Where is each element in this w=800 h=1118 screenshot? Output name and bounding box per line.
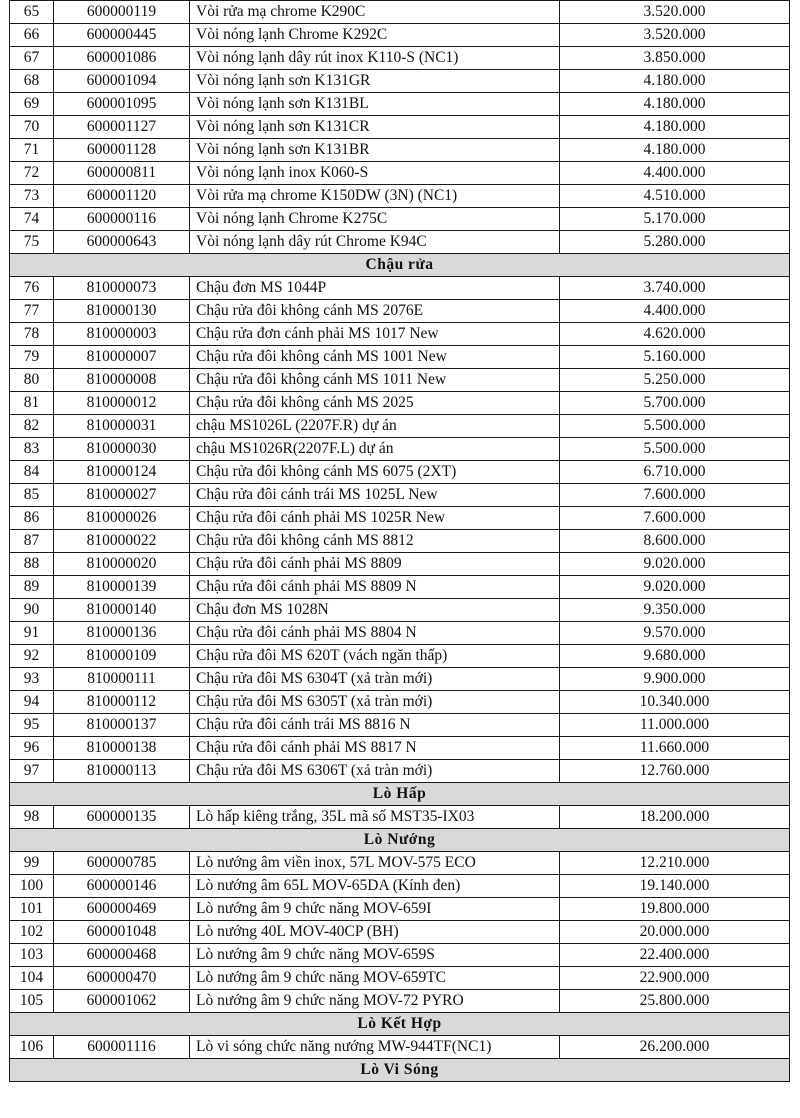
product-price: 19.800.000 bbox=[560, 898, 790, 921]
product-price: 4.180.000 bbox=[560, 116, 790, 139]
product-code: 600000116 bbox=[54, 208, 190, 231]
product-name: Lò vi sóng chức năng nướng MW-944TF(NC1) bbox=[190, 1036, 560, 1059]
product-name: Lò nướng 40L MOV-40CP (BH) bbox=[190, 921, 560, 944]
table-row bbox=[10, 277, 790, 300]
product-code: 810000073 bbox=[54, 277, 190, 300]
product-price: 5.280.000 bbox=[560, 231, 790, 254]
product-code: 810000113 bbox=[54, 760, 190, 783]
product-code: 600000469 bbox=[54, 898, 190, 921]
row-number: 80 bbox=[10, 369, 54, 392]
product-name: Chậu rửa đôi không cánh MS 1011 New bbox=[190, 369, 560, 392]
product-name: Chậu rửa đơn cánh phải MS 1017 New bbox=[190, 323, 560, 346]
row-number: 72 bbox=[10, 162, 54, 185]
product-name: Vòi rửa mạ chrome K290C bbox=[190, 1, 560, 24]
product-code: 600000445 bbox=[54, 24, 190, 47]
row-number: 84 bbox=[10, 461, 54, 484]
product-name: Vòi nóng lạnh dây rút inox K110-S (NC1) bbox=[190, 47, 560, 70]
product-code: 600001127 bbox=[54, 116, 190, 139]
row-number: 106 bbox=[10, 1036, 54, 1059]
row-number: 76 bbox=[10, 277, 54, 300]
product-name: Chậu rửa đôi cánh trái MS 8816 N bbox=[190, 714, 560, 737]
product-code: 810000012 bbox=[54, 392, 190, 415]
product-name: Vòi nóng lạnh sơn K131BL bbox=[190, 93, 560, 116]
table-row bbox=[10, 1, 790, 24]
table-row bbox=[10, 346, 790, 369]
row-number: 86 bbox=[10, 507, 54, 530]
product-price: 4.400.000 bbox=[560, 300, 790, 323]
table-row bbox=[10, 1036, 790, 1059]
product-price: 4.180.000 bbox=[560, 93, 790, 116]
product-code: 810000022 bbox=[54, 530, 190, 553]
product-price: 5.170.000 bbox=[560, 208, 790, 231]
row-number: 66 bbox=[10, 24, 54, 47]
product-name: Chậu đơn MS 1028N bbox=[190, 599, 560, 622]
row-number: 82 bbox=[10, 415, 54, 438]
product-price: 6.710.000 bbox=[560, 461, 790, 484]
product-price: 4.510.000 bbox=[560, 185, 790, 208]
row-number: 67 bbox=[10, 47, 54, 70]
table-row bbox=[10, 760, 790, 783]
product-code: 600000811 bbox=[54, 162, 190, 185]
product-name: Lò nướng âm 9 chức năng MOV-659S bbox=[190, 944, 560, 967]
product-code: 600001048 bbox=[54, 921, 190, 944]
row-number: 83 bbox=[10, 438, 54, 461]
row-number: 91 bbox=[10, 622, 54, 645]
product-price: 4.180.000 bbox=[560, 139, 790, 162]
table-row bbox=[10, 47, 790, 70]
section-title: Lò Vi Sóng bbox=[10, 1059, 790, 1082]
table-row bbox=[10, 93, 790, 116]
row-number: 69 bbox=[10, 93, 54, 116]
product-name: Lò nướng âm 9 chức năng MOV-659TC bbox=[190, 967, 560, 990]
product-name: Vòi nóng lạnh dây rút Chrome K94C bbox=[190, 231, 560, 254]
row-number: 85 bbox=[10, 484, 54, 507]
section-title: Chậu rửa bbox=[10, 254, 790, 277]
product-code: 810000109 bbox=[54, 645, 190, 668]
product-code: 810000020 bbox=[54, 553, 190, 576]
row-number: 93 bbox=[10, 668, 54, 691]
table-row bbox=[10, 599, 790, 622]
product-price: 3.850.000 bbox=[560, 47, 790, 70]
row-number: 74 bbox=[10, 208, 54, 231]
table-row bbox=[10, 530, 790, 553]
product-price: 11.000.000 bbox=[560, 714, 790, 737]
table-row bbox=[10, 185, 790, 208]
product-code: 810000140 bbox=[54, 599, 190, 622]
product-price: 20.000.000 bbox=[560, 921, 790, 944]
section-header-row bbox=[10, 1013, 790, 1036]
row-number: 101 bbox=[10, 898, 54, 921]
product-price: 26.200.000 bbox=[560, 1036, 790, 1059]
row-number: 103 bbox=[10, 944, 54, 967]
product-price: 9.020.000 bbox=[560, 576, 790, 599]
table-row bbox=[10, 369, 790, 392]
table-row bbox=[10, 875, 790, 898]
section-header-row bbox=[10, 254, 790, 277]
row-number: 75 bbox=[10, 231, 54, 254]
row-number: 104 bbox=[10, 967, 54, 990]
product-price: 7.600.000 bbox=[560, 484, 790, 507]
row-number: 94 bbox=[10, 691, 54, 714]
table-row bbox=[10, 990, 790, 1013]
row-number: 88 bbox=[10, 553, 54, 576]
section-title: Lò Kết Hợp bbox=[10, 1013, 790, 1036]
row-number: 102 bbox=[10, 921, 54, 944]
product-code: 600001086 bbox=[54, 47, 190, 70]
product-name: Vòi nóng lạnh inox K060-S bbox=[190, 162, 560, 185]
product-price: 3.740.000 bbox=[560, 277, 790, 300]
product-code: 810000030 bbox=[54, 438, 190, 461]
product-name: Chậu rửa đôi cánh phải MS 8809 bbox=[190, 553, 560, 576]
row-number: 100 bbox=[10, 875, 54, 898]
product-price: 9.900.000 bbox=[560, 668, 790, 691]
table-row bbox=[10, 415, 790, 438]
product-name: Chậu rửa đôi cánh phải MS 8817 N bbox=[190, 737, 560, 760]
table-row bbox=[10, 622, 790, 645]
product-code: 600001128 bbox=[54, 139, 190, 162]
product-code: 810000008 bbox=[54, 369, 190, 392]
product-price: 9.680.000 bbox=[560, 645, 790, 668]
row-number: 89 bbox=[10, 576, 54, 599]
product-code: 600001116 bbox=[54, 1036, 190, 1059]
row-number: 97 bbox=[10, 760, 54, 783]
row-number: 87 bbox=[10, 530, 54, 553]
product-name: Vòi rửa mạ chrome K150DW (3N) (NC1) bbox=[190, 185, 560, 208]
product-name: Chậu rửa đôi không cánh MS 6075 (2XT) bbox=[190, 461, 560, 484]
product-name: chậu MS1026R(2207F.L) dự án bbox=[190, 438, 560, 461]
product-price: 18.200.000 bbox=[560, 806, 790, 829]
section-header-row bbox=[10, 783, 790, 806]
product-code: 600001120 bbox=[54, 185, 190, 208]
product-price: 5.500.000 bbox=[560, 438, 790, 461]
product-name: Vòi nóng lạnh sơn K131GR bbox=[190, 70, 560, 93]
product-code: 810000007 bbox=[54, 346, 190, 369]
row-number: 78 bbox=[10, 323, 54, 346]
row-number: 99 bbox=[10, 852, 54, 875]
row-number: 90 bbox=[10, 599, 54, 622]
table-row bbox=[10, 70, 790, 93]
row-number: 79 bbox=[10, 346, 54, 369]
product-name: Vòi nóng lạnh Chrome K292C bbox=[190, 24, 560, 47]
product-code: 600000146 bbox=[54, 875, 190, 898]
product-code: 600000785 bbox=[54, 852, 190, 875]
product-price: 22.400.000 bbox=[560, 944, 790, 967]
product-name: Chậu rửa đôi không cánh MS 8812 bbox=[190, 530, 560, 553]
product-code: 810000139 bbox=[54, 576, 190, 599]
product-price: 12.760.000 bbox=[560, 760, 790, 783]
table-row bbox=[10, 162, 790, 185]
product-price: 11.660.000 bbox=[560, 737, 790, 760]
row-number: 92 bbox=[10, 645, 54, 668]
product-code: 810000031 bbox=[54, 415, 190, 438]
product-name: Chậu rửa đôi không cánh MS 2076E bbox=[190, 300, 560, 323]
product-name: Lò nướng âm 65L MOV-65DA (Kính đen) bbox=[190, 875, 560, 898]
product-name: chậu MS1026L (2207F.R) dự án bbox=[190, 415, 560, 438]
product-name: Chậu đơn MS 1044P bbox=[190, 277, 560, 300]
product-name: Lò nướng âm 9 chức năng MOV-659I bbox=[190, 898, 560, 921]
table-row bbox=[10, 553, 790, 576]
product-name: Vòi nóng lạnh Chrome K275C bbox=[190, 208, 560, 231]
table-row bbox=[10, 852, 790, 875]
product-code: 600000470 bbox=[54, 967, 190, 990]
product-price: 3.520.000 bbox=[560, 24, 790, 47]
product-price: 9.570.000 bbox=[560, 622, 790, 645]
product-name: Chậu rửa đôi cánh phải MS 8809 N bbox=[190, 576, 560, 599]
product-name: Chậu rửa đôi MS 6306T (xả tràn mới) bbox=[190, 760, 560, 783]
table-row bbox=[10, 944, 790, 967]
product-price: 22.900.000 bbox=[560, 967, 790, 990]
table-row bbox=[10, 116, 790, 139]
row-number: 73 bbox=[10, 185, 54, 208]
table-row bbox=[10, 300, 790, 323]
product-code: 810000027 bbox=[54, 484, 190, 507]
table-row bbox=[10, 576, 790, 599]
section-title: Lò Nướng bbox=[10, 829, 790, 852]
product-name: Chậu rửa đôi không cánh MS 2025 bbox=[190, 392, 560, 415]
product-price: 12.210.000 bbox=[560, 852, 790, 875]
product-price: 5.700.000 bbox=[560, 392, 790, 415]
row-number: 71 bbox=[10, 139, 54, 162]
product-price: 9.350.000 bbox=[560, 599, 790, 622]
table-row bbox=[10, 231, 790, 254]
product-code: 810000111 bbox=[54, 668, 190, 691]
price-list-body bbox=[10, 1, 790, 1082]
product-code: 600000468 bbox=[54, 944, 190, 967]
row-number: 70 bbox=[10, 116, 54, 139]
product-price: 4.400.000 bbox=[560, 162, 790, 185]
table-row bbox=[10, 668, 790, 691]
table-row bbox=[10, 139, 790, 162]
product-code: 600000119 bbox=[54, 1, 190, 24]
product-name: Vòi nóng lạnh sơn K131CR bbox=[190, 116, 560, 139]
product-name: Chậu rửa đôi không cánh MS 1001 New bbox=[190, 346, 560, 369]
section-title: Lò Hấp bbox=[10, 783, 790, 806]
row-number: 95 bbox=[10, 714, 54, 737]
product-name: Chậu rửa đôi MS 6305T (xả tràn mới) bbox=[190, 691, 560, 714]
product-code: 600000135 bbox=[54, 806, 190, 829]
product-code: 600000643 bbox=[54, 231, 190, 254]
row-number: 68 bbox=[10, 70, 54, 93]
product-code: 810000130 bbox=[54, 300, 190, 323]
product-name: Chậu rửa đôi MS 620T (vách ngăn thấp) bbox=[190, 645, 560, 668]
product-price: 7.600.000 bbox=[560, 507, 790, 530]
product-name: Chậu rửa đôi cánh phải MS 8804 N bbox=[190, 622, 560, 645]
product-name: Lò hấp kiêng trắng, 35L mã số MST35-IX03 bbox=[190, 806, 560, 829]
product-code: 600001062 bbox=[54, 990, 190, 1013]
product-code: 600001095 bbox=[54, 93, 190, 116]
table-row bbox=[10, 921, 790, 944]
table-row bbox=[10, 323, 790, 346]
row-number: 77 bbox=[10, 300, 54, 323]
table-row bbox=[10, 461, 790, 484]
table-row bbox=[10, 806, 790, 829]
row-number: 98 bbox=[10, 806, 54, 829]
table-row bbox=[10, 737, 790, 760]
row-number: 105 bbox=[10, 990, 54, 1013]
product-name: Vòi nóng lạnh sơn K131BR bbox=[190, 139, 560, 162]
table-row bbox=[10, 24, 790, 47]
product-code: 810000124 bbox=[54, 461, 190, 484]
table-row bbox=[10, 208, 790, 231]
product-name: Chậu rửa đôi MS 6304T (xả tràn mới) bbox=[190, 668, 560, 691]
product-code: 810000138 bbox=[54, 737, 190, 760]
product-code: 600001094 bbox=[54, 70, 190, 93]
table-row bbox=[10, 438, 790, 461]
table-row bbox=[10, 898, 790, 921]
row-number: 96 bbox=[10, 737, 54, 760]
product-price: 10.340.000 bbox=[560, 691, 790, 714]
product-price: 3.520.000 bbox=[560, 1, 790, 24]
table-row bbox=[10, 507, 790, 530]
price-list-table bbox=[9, 0, 790, 1082]
product-price: 5.500.000 bbox=[560, 415, 790, 438]
table-row bbox=[10, 967, 790, 990]
product-name: Chậu rửa đôi cánh trái MS 1025L New bbox=[190, 484, 560, 507]
table-row bbox=[10, 691, 790, 714]
product-price: 9.020.000 bbox=[560, 553, 790, 576]
table-row bbox=[10, 714, 790, 737]
product-price: 8.600.000 bbox=[560, 530, 790, 553]
product-name: Lò nướng âm viền inox, 57L MOV-575 ECO bbox=[190, 852, 560, 875]
product-price: 4.620.000 bbox=[560, 323, 790, 346]
product-price: 19.140.000 bbox=[560, 875, 790, 898]
row-number: 65 bbox=[10, 1, 54, 24]
table-row bbox=[10, 484, 790, 507]
product-price: 25.800.000 bbox=[560, 990, 790, 1013]
product-price: 5.160.000 bbox=[560, 346, 790, 369]
table-row bbox=[10, 392, 790, 415]
product-name: Lò nướng âm 9 chức năng MOV-72 PYRO bbox=[190, 990, 560, 1013]
product-code: 810000136 bbox=[54, 622, 190, 645]
product-name: Chậu rửa đôi cánh phải MS 1025R New bbox=[190, 507, 560, 530]
product-code: 810000003 bbox=[54, 323, 190, 346]
product-price: 4.180.000 bbox=[560, 70, 790, 93]
table-row bbox=[10, 645, 790, 668]
product-code: 810000112 bbox=[54, 691, 190, 714]
section-header-row bbox=[10, 1059, 790, 1082]
product-code: 810000137 bbox=[54, 714, 190, 737]
section-header-row bbox=[10, 829, 790, 852]
product-code: 810000026 bbox=[54, 507, 190, 530]
row-number: 81 bbox=[10, 392, 54, 415]
product-price: 5.250.000 bbox=[560, 369, 790, 392]
